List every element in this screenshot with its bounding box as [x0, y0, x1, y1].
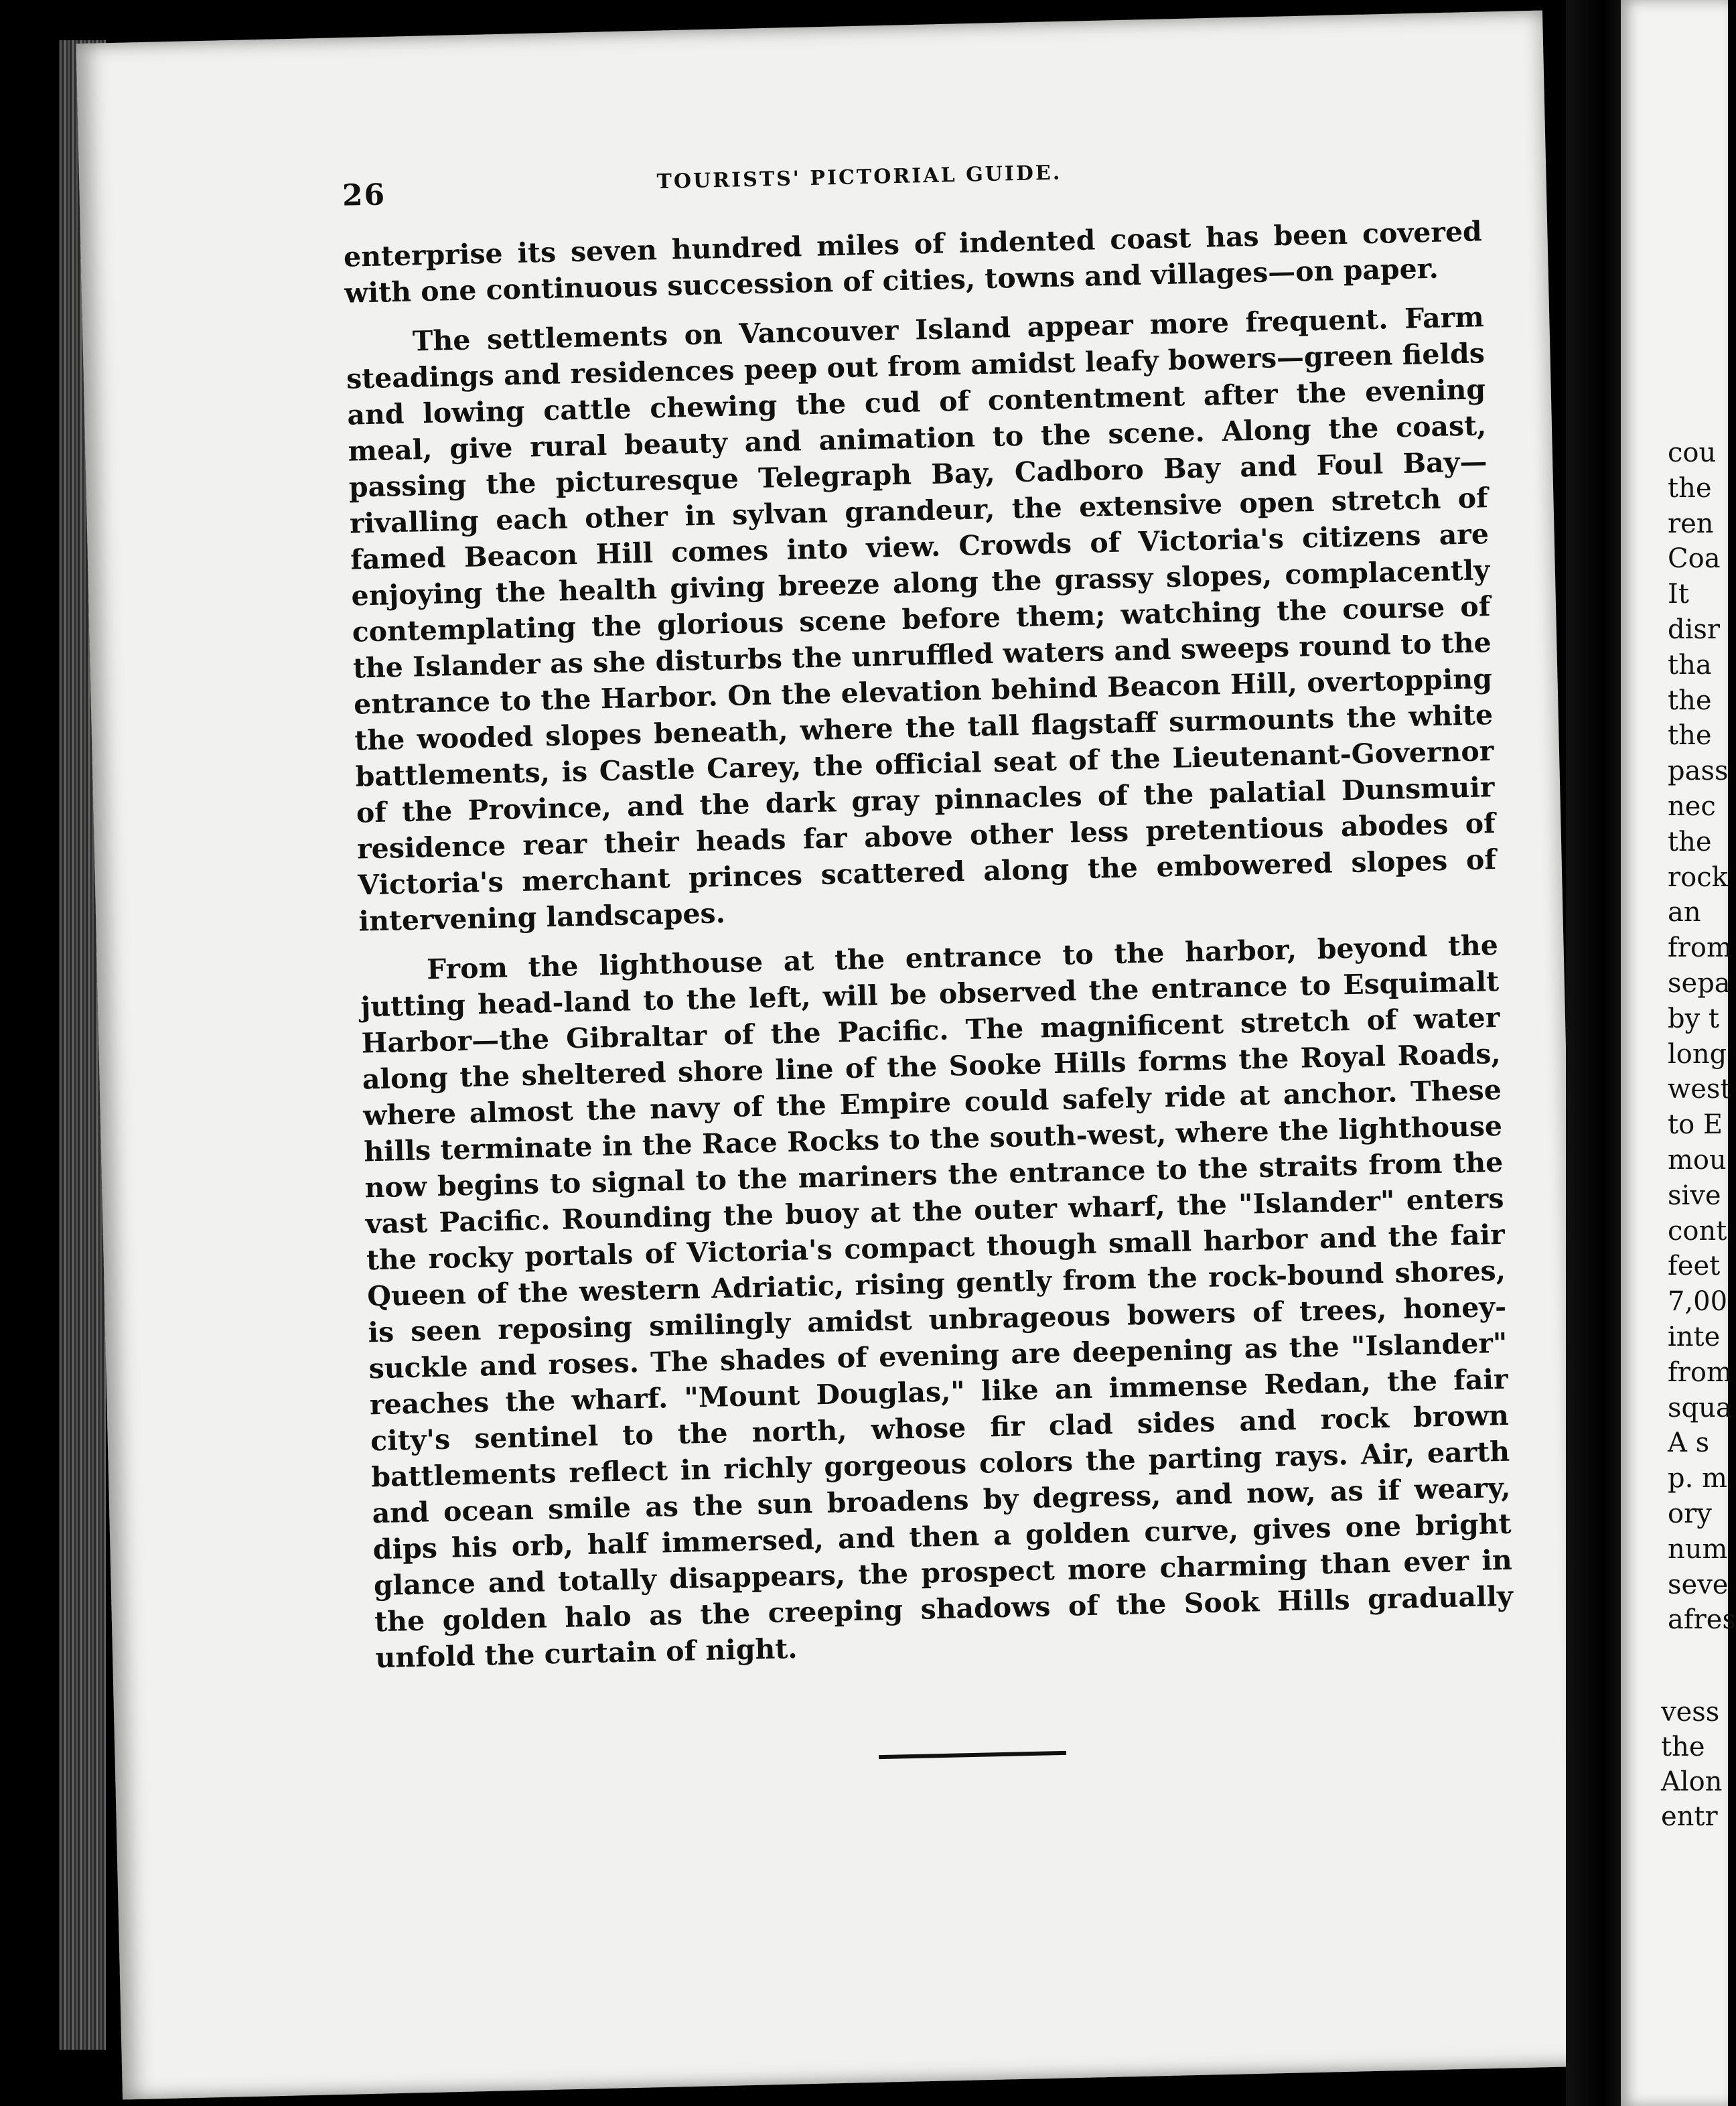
facing-page	[1621, 0, 1736, 2106]
facing-page-line: to E	[1668, 1109, 1723, 1141]
facing-page-line: mou	[1668, 1144, 1727, 1176]
facing-page-line: Alon	[1661, 1766, 1723, 1797]
running-head: TOURISTS' PICTORIAL GUIDE.	[656, 161, 1062, 194]
facing-page-line: the	[1668, 472, 1712, 504]
facing-page-line: from	[1668, 1356, 1732, 1388]
facing-page-line: ory	[1668, 1498, 1712, 1529]
facing-page-lines	[1668, 435, 1736, 1638]
facing-page-line: pass	[1668, 756, 1729, 787]
facing-page-line: entr	[1661, 1801, 1718, 1832]
facing-page-line: tha	[1668, 649, 1712, 681]
facing-page-line: disr	[1668, 614, 1721, 645]
facing-page-lines-bottom	[1661, 1695, 1723, 1834]
facing-page-line: the	[1661, 1732, 1705, 1762]
facing-page-line: cont	[1668, 1215, 1727, 1247]
facing-page-line: It	[1668, 579, 1689, 610]
paragraph: The settlements on Vancouver Island appear more frequent. Farm steadings and residences peep out from amidst leafy bowers—green fields and lowing cattle chewing the cud of contentment after the evening meal, give rural beauty and animation to the scene. Along the coast, passing the picturesque Telegraph Bay, Cadboro Bay and Foul Bay—rivalling each other in sylvan grandeur, the extensive open stretch of famed Beacon Hill comes into view. Crowds of Victoria's citizens are enjoying the health giving breeze along the grassy slopes, complacently contemplating the glorious scene before them; watching the course of the Islander as she disturbs the unruffled waters and sweeps round to the entrance to the Harbor. On the elevation behind Beacon Hill, overtopping the wooded slopes beneath, where the tall flagstaff surmounts the white battlements, is Castle Carey, the official seat of the Lieutenant-Governor of the Province, and the dark gray pinnacles of the palatial Dunsmuir residence rear their heads far above other less pretentious abodes of Victoria's merchant princes scattered along the embowered slopes of intervening landscapes.	[346, 301, 1497, 938]
facing-page-line: by t	[1668, 1003, 1719, 1034]
facing-page-line: long	[1668, 1038, 1727, 1070]
facing-page-line: p. m	[1668, 1463, 1727, 1494]
facing-page-line: 7,00	[1668, 1286, 1728, 1318]
facing-page-line: the	[1668, 826, 1712, 857]
facing-page-line: squa	[1668, 1392, 1732, 1423]
facing-page-line: an	[1668, 897, 1701, 928]
facing-page-line: from	[1668, 932, 1732, 964]
facing-page-line: num	[1668, 1533, 1728, 1565]
page-number: 26	[342, 178, 386, 213]
facing-page-line: sepa	[1668, 967, 1731, 999]
facing-page-line: feet	[1668, 1251, 1721, 1282]
facing-page-line: seve	[1668, 1569, 1729, 1600]
facing-page-line: inte	[1668, 1321, 1721, 1352]
facing-page-line: afres	[1668, 1604, 1736, 1636]
paragraph: enterprise its seven hundred miles of indented coast has been covered with one continuous succession of cities, towns and villages—on paper.	[343, 215, 1483, 309]
body-text	[343, 213, 1514, 1689]
facing-page-line: A s	[1668, 1427, 1710, 1459]
paragraph: From the lighthouse at the entrance to the harbor, beyond the jutting head-land to the left, will be observed the entrance to Esquimalt Harbor—the Gibraltar of the Pacific. The magnificent stretch of water along the sheltered shore line of the Sooke Hills forms the Royal Roads, where almost the navy of the Empire could safely ride at anchor. These hills terminate in the Race Rocks to the south-west, where the lighthouse now begins to signal to the mariners the entrance to the straits from the vast Pacific. Rounding the buoy at the outer wharf, the "Islander" enters the rocky portals of Victoria's compact though small harbor and the fair Queen of the western Adriatic, rising gently from the rock-bound shores, is seen reposing smilingly amidst unbrageous bowers of trees, honey-suckle and roses. The shades of evening are deepening as the "Islander" reaches the wharf. "Mount Douglas," like an immense Redan, the fair city's sentinel to the north, whose fir clad sides and rock brown battlements reflect in richly gorgeous colors the parting rays. Air, earth and ocean smile as the sun broadens by degress, and now, as if weary, dips his orb, half immersed, and then a golden curve, gives one bright glance and totally disappears, the prospect more charming than ever in the golden halo as the creeping shadows of the Sook Hills gradually unfold the curtain of night.	[360, 928, 1514, 1675]
facing-page-line: west	[1668, 1074, 1731, 1105]
facing-page-line: rock	[1668, 861, 1728, 893]
facing-page-line: nec	[1668, 790, 1716, 822]
facing-page-line: sive	[1668, 1180, 1721, 1211]
facing-page-line: the	[1668, 720, 1712, 752]
facing-page-line: Coa	[1668, 543, 1721, 575]
facing-page-line: ren	[1668, 508, 1714, 539]
facing-page-line: the	[1668, 685, 1712, 716]
facing-page-line: vess	[1661, 1697, 1720, 1728]
facing-page-line: cou	[1668, 437, 1717, 468]
